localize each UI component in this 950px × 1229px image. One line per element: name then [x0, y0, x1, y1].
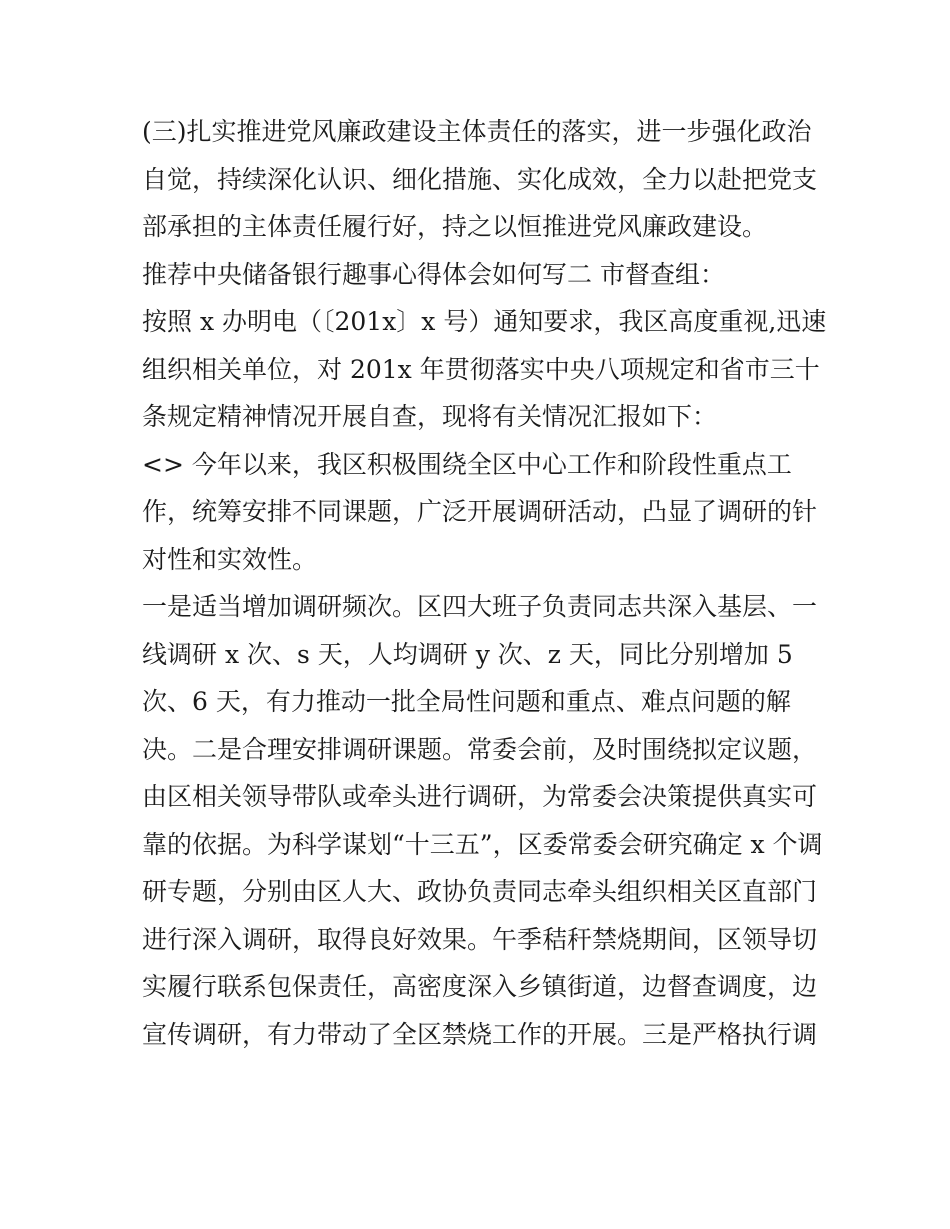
text-line: 按照 x 办明电（〔201x〕x 号）通知要求，我区高度重视,迅速	[142, 307, 827, 336]
text-line: <> 今年以来，我区积极围绕全区中心工作和阶段性重点工	[142, 449, 792, 479]
text-line: 作，统筹安排不同课题，广泛开展调研活动，凸显了调研的针	[142, 497, 818, 526]
text-line: 一是适当增加调研频次。区四大班子负责同志共深入基层、一	[142, 592, 818, 621]
text-line: 组织相关单位，对 201x 年贯彻落实中央八项规定和省市三十	[142, 354, 820, 384]
text-line: 决。二是合理安排调研课题。常委会前，及时围绕拟定议题，	[142, 734, 818, 764]
text-line: 线调研 x 次、s 天，人均调研 y 次、z 天，同比分别增加 5	[142, 639, 793, 669]
text-line: 条规定精神情况开展自查，现将有关情况汇报如下：	[142, 402, 718, 431]
text-line: 次、6 天，有力推动一批全局性问题和重点、难点问题的解	[142, 687, 791, 716]
text-line: 对性和实效性。	[142, 544, 318, 574]
text-line: 实履行联系包保责任，高密度深入乡镇街道，边督查调度，边	[142, 972, 818, 1001]
text-line: 自觉，持续深化认识、细化措施、实化成效，全力以赴把党支	[142, 164, 818, 194]
text-line: 进行深入调研，取得良好效果。午季秸秆禁烧期间，区领导切	[142, 924, 818, 954]
text-line: 靠的依据。为科学谋划“十三五”，区委常委会研究确定 x 个调	[142, 829, 823, 859]
text-line: 部承担的主体责任履行好，持之以恒推进党风廉政建设。	[142, 212, 768, 241]
text-line: 研专题，分别由区人大、政协负责同志牵头组织相关区直部门	[142, 877, 818, 906]
document-body	[142, 108, 827, 1058]
text-line: 宣传调研，有力带动了全区禁烧工作的开展。三是严格执行调	[142, 1019, 818, 1049]
text-line: 由区相关领导带队或牵头进行调研，为常委会决策提供真实可	[142, 782, 818, 811]
text-line: (三)扎实推进党风廉政建设主体责任的落实，进一步强化政治	[142, 117, 812, 146]
text-line: 推荐中央储备银行趣事心得体会如何写二 市督查组：	[142, 259, 725, 289]
